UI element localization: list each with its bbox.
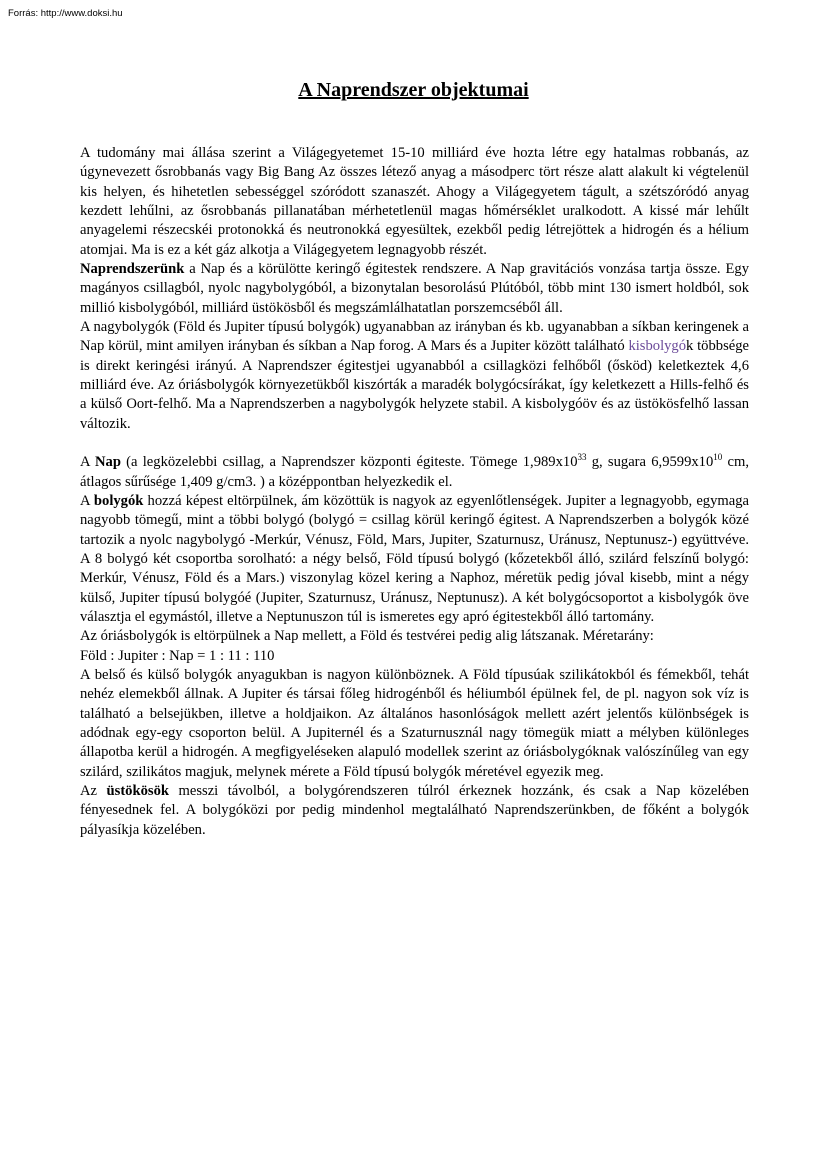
paragraph-sun-text-4: cm, átlagos sűrűsége 1,409 g/cm3. ) a középpontban helyezkedik el. xyxy=(80,454,749,490)
paragraph-comets xyxy=(80,782,749,840)
source-note: Forrás: http://www.doksi.hu xyxy=(8,8,123,19)
paragraph-big-bang: A tudomány mai állása szerint a Világegyetemet 15-10 milliárd éve hozta létre egy hatalmas robbanás, az úgynevezett ősrobbanás vagy Big Bang Az összes létező anyag a másodperc tört része alatt alakult ki végtelenül kis helyen, és hihetetlen sebességgel szóródott szanaszét. Ahogy a Világegyetem tágult, a szétszóródó anyag kezdett lehűlni, az ősrobbanás pillanatában mérhetetlenül magas hőmérséklet uralkodott. A kissé már lehűlt anyagelemi részecskéi protonokká és neutronokká egyesültek, ezekből pedig létrejöttek a hidrogén és a hélium atomjai. Ma is ez a két gáz alkotja a Világegyetem legnagyobb részét. xyxy=(80,145,749,258)
paragraph-giants: Az óriásbolygók is eltörpülnek a Nap mellett, a Föld és testvérei pedig alig látszanak. Méretarány: xyxy=(80,628,654,645)
paragraph-sun xyxy=(80,453,749,492)
paragraph-comets-text-1: Az xyxy=(80,783,107,799)
exponent-radius: 10 xyxy=(713,452,723,463)
paragraph-sun-text-1: A xyxy=(80,454,95,471)
term-ustokosok: üstökösök xyxy=(106,783,169,799)
kisbolygo-link[interactable]: kisbolygó xyxy=(628,338,687,355)
paragraph-size-ratio: Föld : Jupiter : Nap = 1 : 11 : 110 xyxy=(80,647,275,664)
paragraph-planets-orbit xyxy=(80,318,749,434)
paragraph-sun-text-2: (a legközelebbi csillag, a Naprendszer központi égiteste. Tömege 1,989x10 xyxy=(120,454,578,471)
document-body xyxy=(80,144,749,840)
term-bolygok: bolygók xyxy=(93,492,144,509)
page-title: A Naprendszer objektumai xyxy=(298,79,529,101)
paragraph-solar-system-text: a Nap és a körülötte keringő égitestek rendszere. A Nap gravitációs vonzása tartja össze. Egy magányos csillagból, nyolc nagybolygóból, a bizonytalan besorolású Plútóból, több mint 130 ismert holdból, sok millió kisbolygóból, milliárd üstökösből és megszámlálhatatlan porszemcséből áll. xyxy=(80,261,749,316)
paragraph-planets-orbit-text-2: k többsége is direkt keringési irányú. A Naprendszer égitestjei ugyanabból a csillagközi felhőből (ősköd) keletkeztek 4,6 milliárd éve. Az óriásbolygók környezetükből kiszórták a maradék bolygócsírákat, így keletkezett a Hills-felhő és a külső Oort-felhő. Ma a Naprendszerben a nagybolygók helyzete stabil. A kisbolygóöv és az üstökösfelhő lassan változik. xyxy=(80,338,750,432)
exponent-mass: 33 xyxy=(577,452,587,463)
paragraph-planets-text-1: A xyxy=(80,492,94,509)
term-naprendszerunk: Naprendszerünk xyxy=(80,261,185,278)
paragraph-planets xyxy=(80,492,749,627)
paragraph-planets-orbit-text-1: A nagybolygók (Föld és Jupiter típusú bolygók) ugyanabban az irányban és kb. ugyanabban a síkban keringenek a Nap körül, mint amilyen irányban és síkban a Nap forog. A Mars és a Jupiter között található xyxy=(80,319,749,355)
paragraph-comets-text-2: messzi távolból, a bolygórendszeren túlról érkeznek hozzánk, és csak a Nap közelében fényesednek fel. A bolygóközi por pedig mindenhol megtalálható Naprendszerünkben, de főként a bolygók pályasíkja közelében. xyxy=(80,783,749,838)
paragraph-sun-text-3: g, sugara 6,9599x10 xyxy=(586,454,714,471)
paragraph-solar-system xyxy=(80,260,749,318)
term-nap: Nap xyxy=(94,454,121,471)
paragraph-composition: A belső és külső bolygók anyagukban is nagyon különböznek. A Föld típusúak szilikátokból és fémekből, tehát nehéz elemekből állnak. A Jupiter és társai főleg hidrogénből és héliumból épülnek fel, de pl. nagyon sok víz is található a belsejükben, illetve a holdjaikon. Az általános hasonlóságok mellett azért jelentős különbségek is adódnak egy-egy csoporton belül. A Jupiternél és a Szaturnusznál nagy tömegük miatt a mélyben különleges állapotba kerül a hidrogén. A megfigyeléseken alapuló modellek szerint az óriásbolygóknak valószínűleg van egy szilárd, szilikátos magjuk, melynek mérete a Föld típusú bolygók méretével egyezik meg. xyxy=(80,666,749,780)
paragraph-planets-text-2: hozzá képest eltörpülnek, ám közöttük is nagyok az egyenlőtlenségek. Jupiter a legnagyobb, egymaga nagyobb tömegű, mint a többi bolygó (bolygó = csillag körül keringő égitest. A Naprendszerben a bolygók közé tartozik a nyolc nagybolygó -Merkúr, Vénusz, Föld, Mars, Jupiter, Szaturnusz, Uránusz, Neptunusz-) együttvéve. A 8 bolygó két csoportba sorolható: a négy belső, Föld típusú bolygó (kőzetekből álló, szilárd felszínű bolygó: Merkúr, Vénusz, Föld és a Mars.) viszonylag közel kering a Naphoz, méretük pedig jóval kisebb, mint a négy külső, Jupiter típusú bolygóé (Jupiter, Szaturnusz, Uránusz, Neptunusz). A két bolygócsoportot a kisbolygók öve választja el egymástól, illetve a Neptunuszon túl is ismeretes egy apró égitestekből álló tartomány. xyxy=(80,492,749,625)
